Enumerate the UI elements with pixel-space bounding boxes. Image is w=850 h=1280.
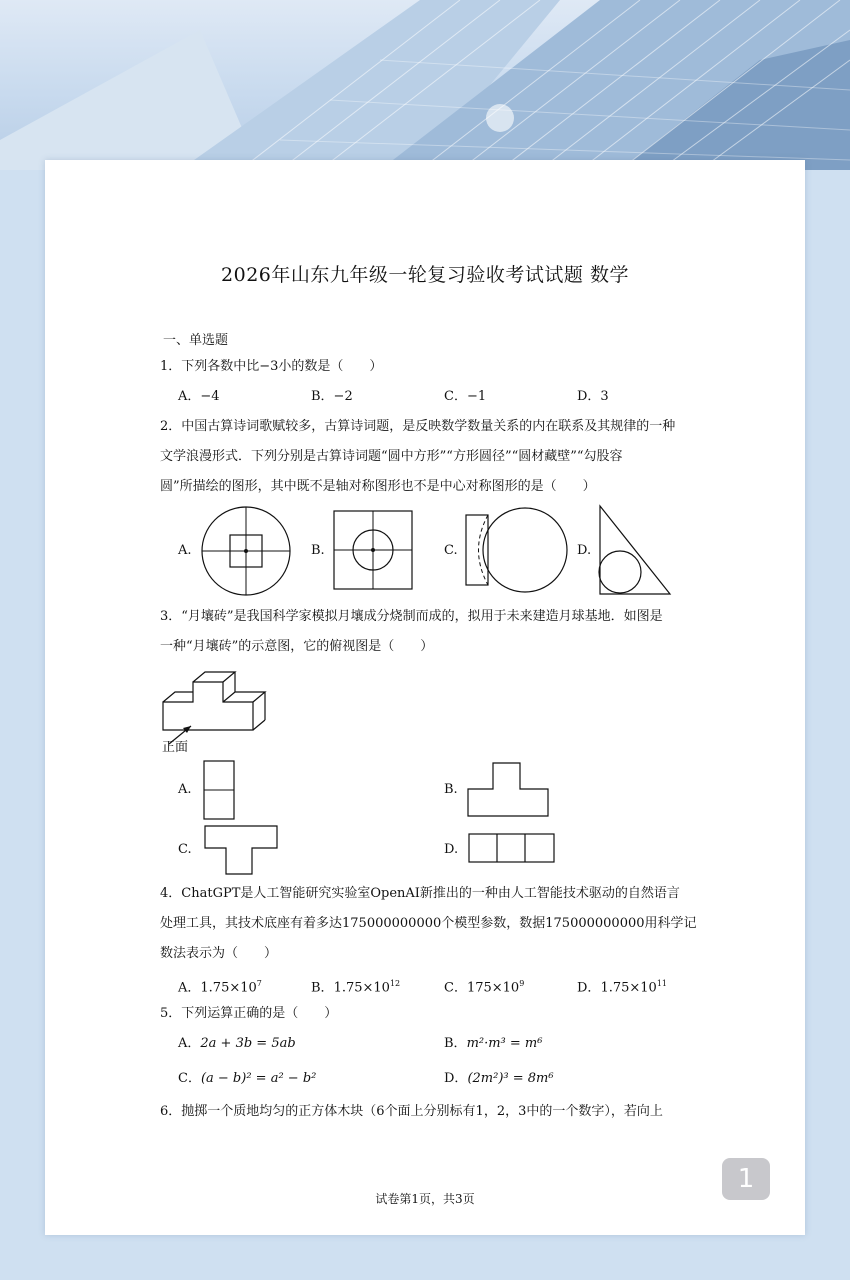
q5-option-b bbox=[444, 1036, 542, 1052]
q4-option-b-exp: 12 bbox=[389, 979, 401, 988]
q3-option-b-figure bbox=[466, 761, 550, 819]
q4-option-a bbox=[178, 976, 262, 996]
q5-option-a-expr: 2a + 3b = 5ab bbox=[200, 1036, 296, 1051]
q5-option-d bbox=[444, 1071, 554, 1087]
exam-title: 2026年山东九年级一轮复习验收考试试题 数学 bbox=[221, 264, 629, 286]
q4-option-c-exp: 9 bbox=[519, 979, 525, 988]
q3-option-d-figure bbox=[468, 833, 556, 865]
q1-option-a: A．−4 bbox=[178, 389, 220, 404]
q2-figure-c bbox=[463, 506, 569, 596]
q3-option-c-figure bbox=[203, 824, 279, 876]
q3-line-2: 一种“月壤砖”的示意图，它的俯视图是（ ） bbox=[160, 639, 434, 654]
q4-option-b-label: B． bbox=[311, 980, 334, 996]
q5-option-d-label: D． bbox=[444, 1071, 468, 1086]
q4-line-3: 数法表示为（ ） bbox=[160, 946, 278, 961]
q5-option-a bbox=[178, 1036, 296, 1052]
building-illustration bbox=[0, 0, 850, 170]
q2-label-c: C. bbox=[444, 543, 458, 558]
q6-stem: 6．抛掷一个质地均匀的正方体木块（6个面上分别标有1，2，3中的一个数字），若向上 bbox=[160, 1104, 663, 1119]
q4-option-d bbox=[577, 976, 667, 996]
q4-option-c bbox=[444, 976, 524, 996]
q5-option-b-expr: m²·m³ = m⁶ bbox=[466, 1036, 543, 1051]
q5-option-b-label: B． bbox=[444, 1036, 467, 1051]
q2-figure-b bbox=[333, 510, 415, 592]
q1-option-b: B．−2 bbox=[311, 389, 353, 404]
q4-line-1: 4．ChatGPT是人工智能研究实验室OpenAI新推出的一种由人工智能技术驱动的自然语言 bbox=[160, 886, 680, 901]
q3-moon-brick-figure bbox=[159, 670, 269, 750]
q5-option-c-expr: (a − b)² = a² − b² bbox=[200, 1071, 317, 1086]
q5-option-d-expr: (2m²)³ = 8m⁶ bbox=[467, 1071, 554, 1086]
q2-label-b: B. bbox=[311, 543, 325, 558]
q4-option-d-exp: 11 bbox=[656, 979, 668, 988]
q3-label-b: B. bbox=[444, 782, 458, 797]
q3-front-label: 正面 bbox=[162, 740, 189, 755]
q3-line-1: 3．“月壤砖”是我国科学家模拟月壤成分烧制而成的，拟用于未来建造月球基地．如图是 bbox=[160, 609, 663, 624]
q4-option-a-label: A． bbox=[178, 980, 201, 996]
q1-stem: 1．下列各数中比−3小的数是（ ） bbox=[160, 359, 383, 374]
q3-label-a: A. bbox=[178, 782, 192, 797]
q3-label-d: D. bbox=[444, 842, 459, 857]
exam-paper bbox=[45, 160, 805, 1235]
q4-option-a-exp: 7 bbox=[256, 979, 262, 988]
q5-stem: 5．下列运算正确的是（ ） bbox=[160, 1006, 338, 1021]
q2-figure-d bbox=[598, 504, 672, 596]
q3-option-a-figure bbox=[203, 760, 237, 822]
q4-option-d-base: 1.75×10 bbox=[600, 980, 657, 996]
q4-line-2: 处理工具，其技术底座有着多达175000000000个模型参数，数据175000000000用科学记 bbox=[160, 916, 697, 931]
q1-option-c: C．−1 bbox=[444, 389, 487, 404]
section-heading: 一、单选题 bbox=[163, 333, 229, 348]
q4-option-b bbox=[311, 976, 400, 996]
page-number-badge[interactable]: 1 bbox=[722, 1158, 770, 1200]
q2-line-1: 2．中国古算诗词歌赋较多，古算诗词题，是反映数学数量关系的内在联系及其规律的一种 bbox=[160, 419, 676, 434]
page-footer: 试卷第1页，共3页 bbox=[375, 1192, 475, 1206]
q2-line-2: 文学浪漫形式．下列分别是古算诗词题“圆中方形”“方形圆径”“圆材藏壁”“勾股容 bbox=[160, 449, 623, 464]
q2-label-a: A. bbox=[178, 543, 192, 558]
q2-figure-a bbox=[199, 506, 293, 600]
q4-option-b-base: 1.75×10 bbox=[333, 980, 390, 996]
q4-option-c-label: C． bbox=[444, 980, 467, 996]
q1-option-d: D．3 bbox=[577, 389, 609, 404]
q4-option-a-base: 1.75×10 bbox=[200, 980, 257, 996]
q4-option-c-base: 175×10 bbox=[466, 980, 520, 996]
q3-label-c: C. bbox=[178, 842, 192, 857]
q5-option-c bbox=[178, 1071, 316, 1087]
q4-option-d-label: D． bbox=[577, 980, 601, 996]
q5-option-a-label: A． bbox=[178, 1036, 201, 1051]
q5-option-c-label: C． bbox=[178, 1071, 201, 1086]
header-banner bbox=[0, 0, 850, 170]
q2-label-d: D. bbox=[577, 543, 592, 558]
q2-line-3: 圆”所描绘的图形，其中既不是轴对称图形也不是中心对称图形的是（ ） bbox=[160, 479, 596, 494]
